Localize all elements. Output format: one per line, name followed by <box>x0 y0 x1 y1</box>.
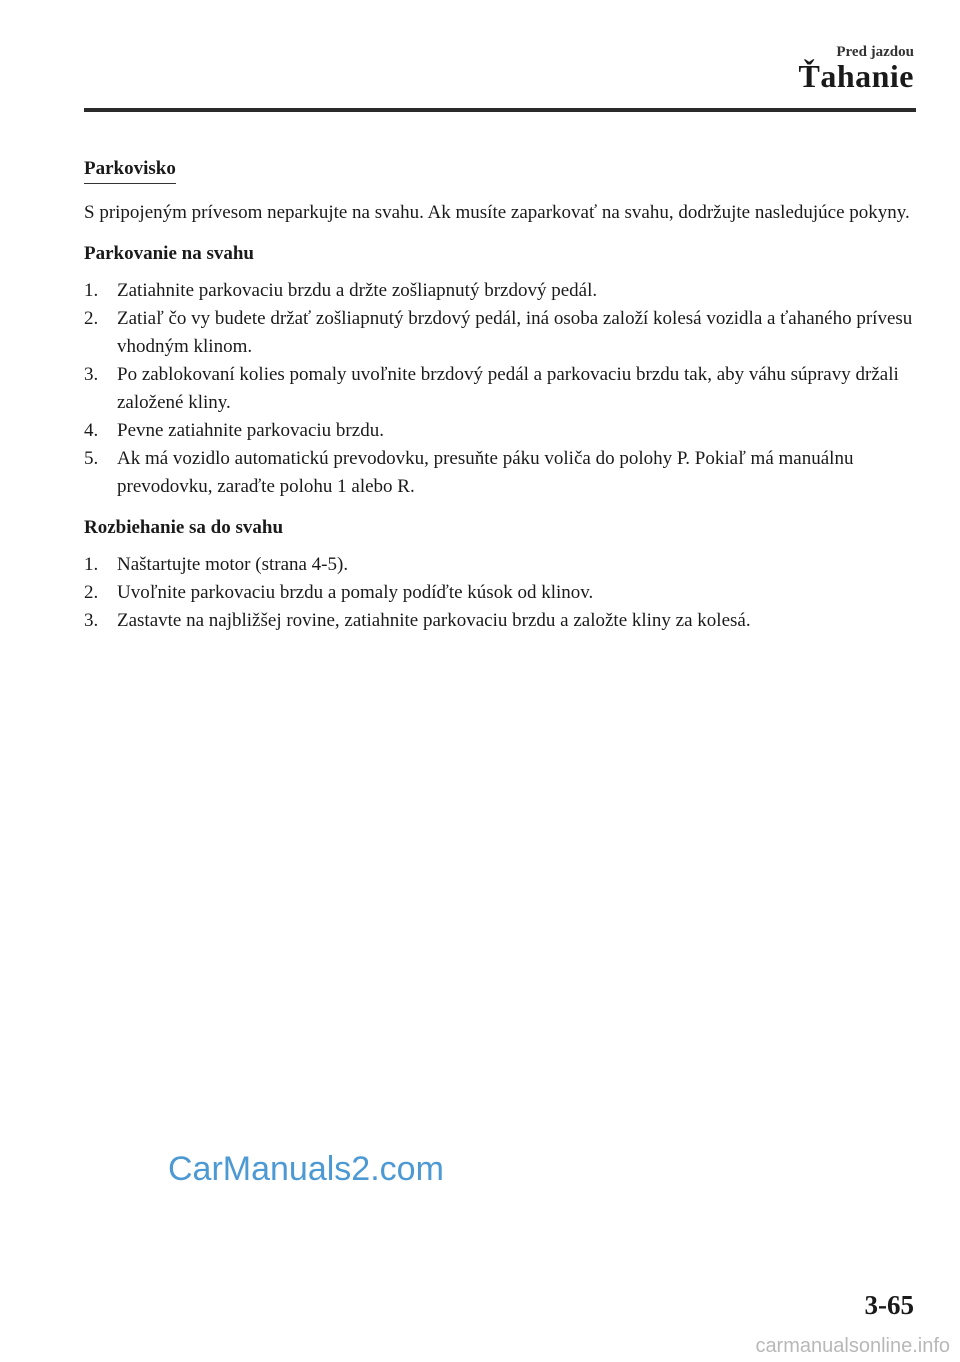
subsection-title-starting: Rozbiehanie sa do svahu <box>84 517 284 538</box>
step-text: Zastavte na najbližšej rovine, zatiahnite parkovaciu brzdu a založte kliny za kolesá. <box>117 610 751 631</box>
step-text: Po zablokovaní kolies pomaly uvoľnite brzdový pedál a parkovaciu brzdu tak, aby váhu súpravy držali založené kliny. <box>117 364 899 413</box>
list-item <box>84 579 920 607</box>
step-number: 1. <box>84 554 99 575</box>
watermark-logo: CarManuals2.com <box>168 1150 444 1188</box>
step-number: 4. <box>84 420 99 441</box>
step-text: Naštartujte motor (strana 4-5). <box>117 554 349 575</box>
footer-watermark: carmanualsonline.info <box>755 1335 950 1357</box>
step-number: 2. <box>84 582 99 603</box>
step-number: 3. <box>84 610 99 631</box>
step-text: Uvoľnite parkovaciu brzdu a pomaly podíďte kúsok od klinov. <box>117 582 594 603</box>
list-item <box>84 607 920 635</box>
step-text: Zatiaľ čo vy budete držať zošliapnutý brzdový pedál, iná osoba založí kolesá vozidla a ťahaného prívesu vhodným klinom. <box>117 308 913 357</box>
section-title: Parkovisko <box>84 158 176 184</box>
list-item <box>84 277 920 305</box>
page-number: 3-65 <box>864 1290 914 1320</box>
list-item <box>84 551 920 579</box>
page-title: Ťahanie <box>798 58 914 94</box>
header-divider <box>84 108 916 112</box>
step-number: 3. <box>84 364 99 385</box>
list-item <box>84 445 920 501</box>
chapter-label: Pred jazdou <box>836 44 914 60</box>
parking-steps-list <box>84 277 920 501</box>
list-item <box>84 361 920 417</box>
page-content <box>84 158 920 635</box>
step-number: 5. <box>84 448 99 469</box>
subsection-title-parking: Parkovanie na svahu <box>84 243 254 264</box>
list-item <box>84 417 920 445</box>
starting-steps-list <box>84 551 920 635</box>
step-text: Ak má vozidlo automatickú prevodovku, presuňte páku voliča do polohy P. Pokiaľ má manuálnu prevodovku, zaraďte polohu 1 alebo R. <box>117 448 854 497</box>
section-intro: S pripojeným prívesom neparkujte na svahu. Ak musíte zaparkovať na svahu, dodržujte nasledujúce pokyny. <box>84 202 910 223</box>
step-number: 2. <box>84 308 99 329</box>
step-text: Zatiahnite parkovaciu brzdu a držte zošliapnutý brzdový pedál. <box>117 280 598 301</box>
step-number: 1. <box>84 280 99 301</box>
list-item <box>84 305 920 361</box>
step-text: Pevne zatiahnite parkovaciu brzdu. <box>117 420 384 441</box>
